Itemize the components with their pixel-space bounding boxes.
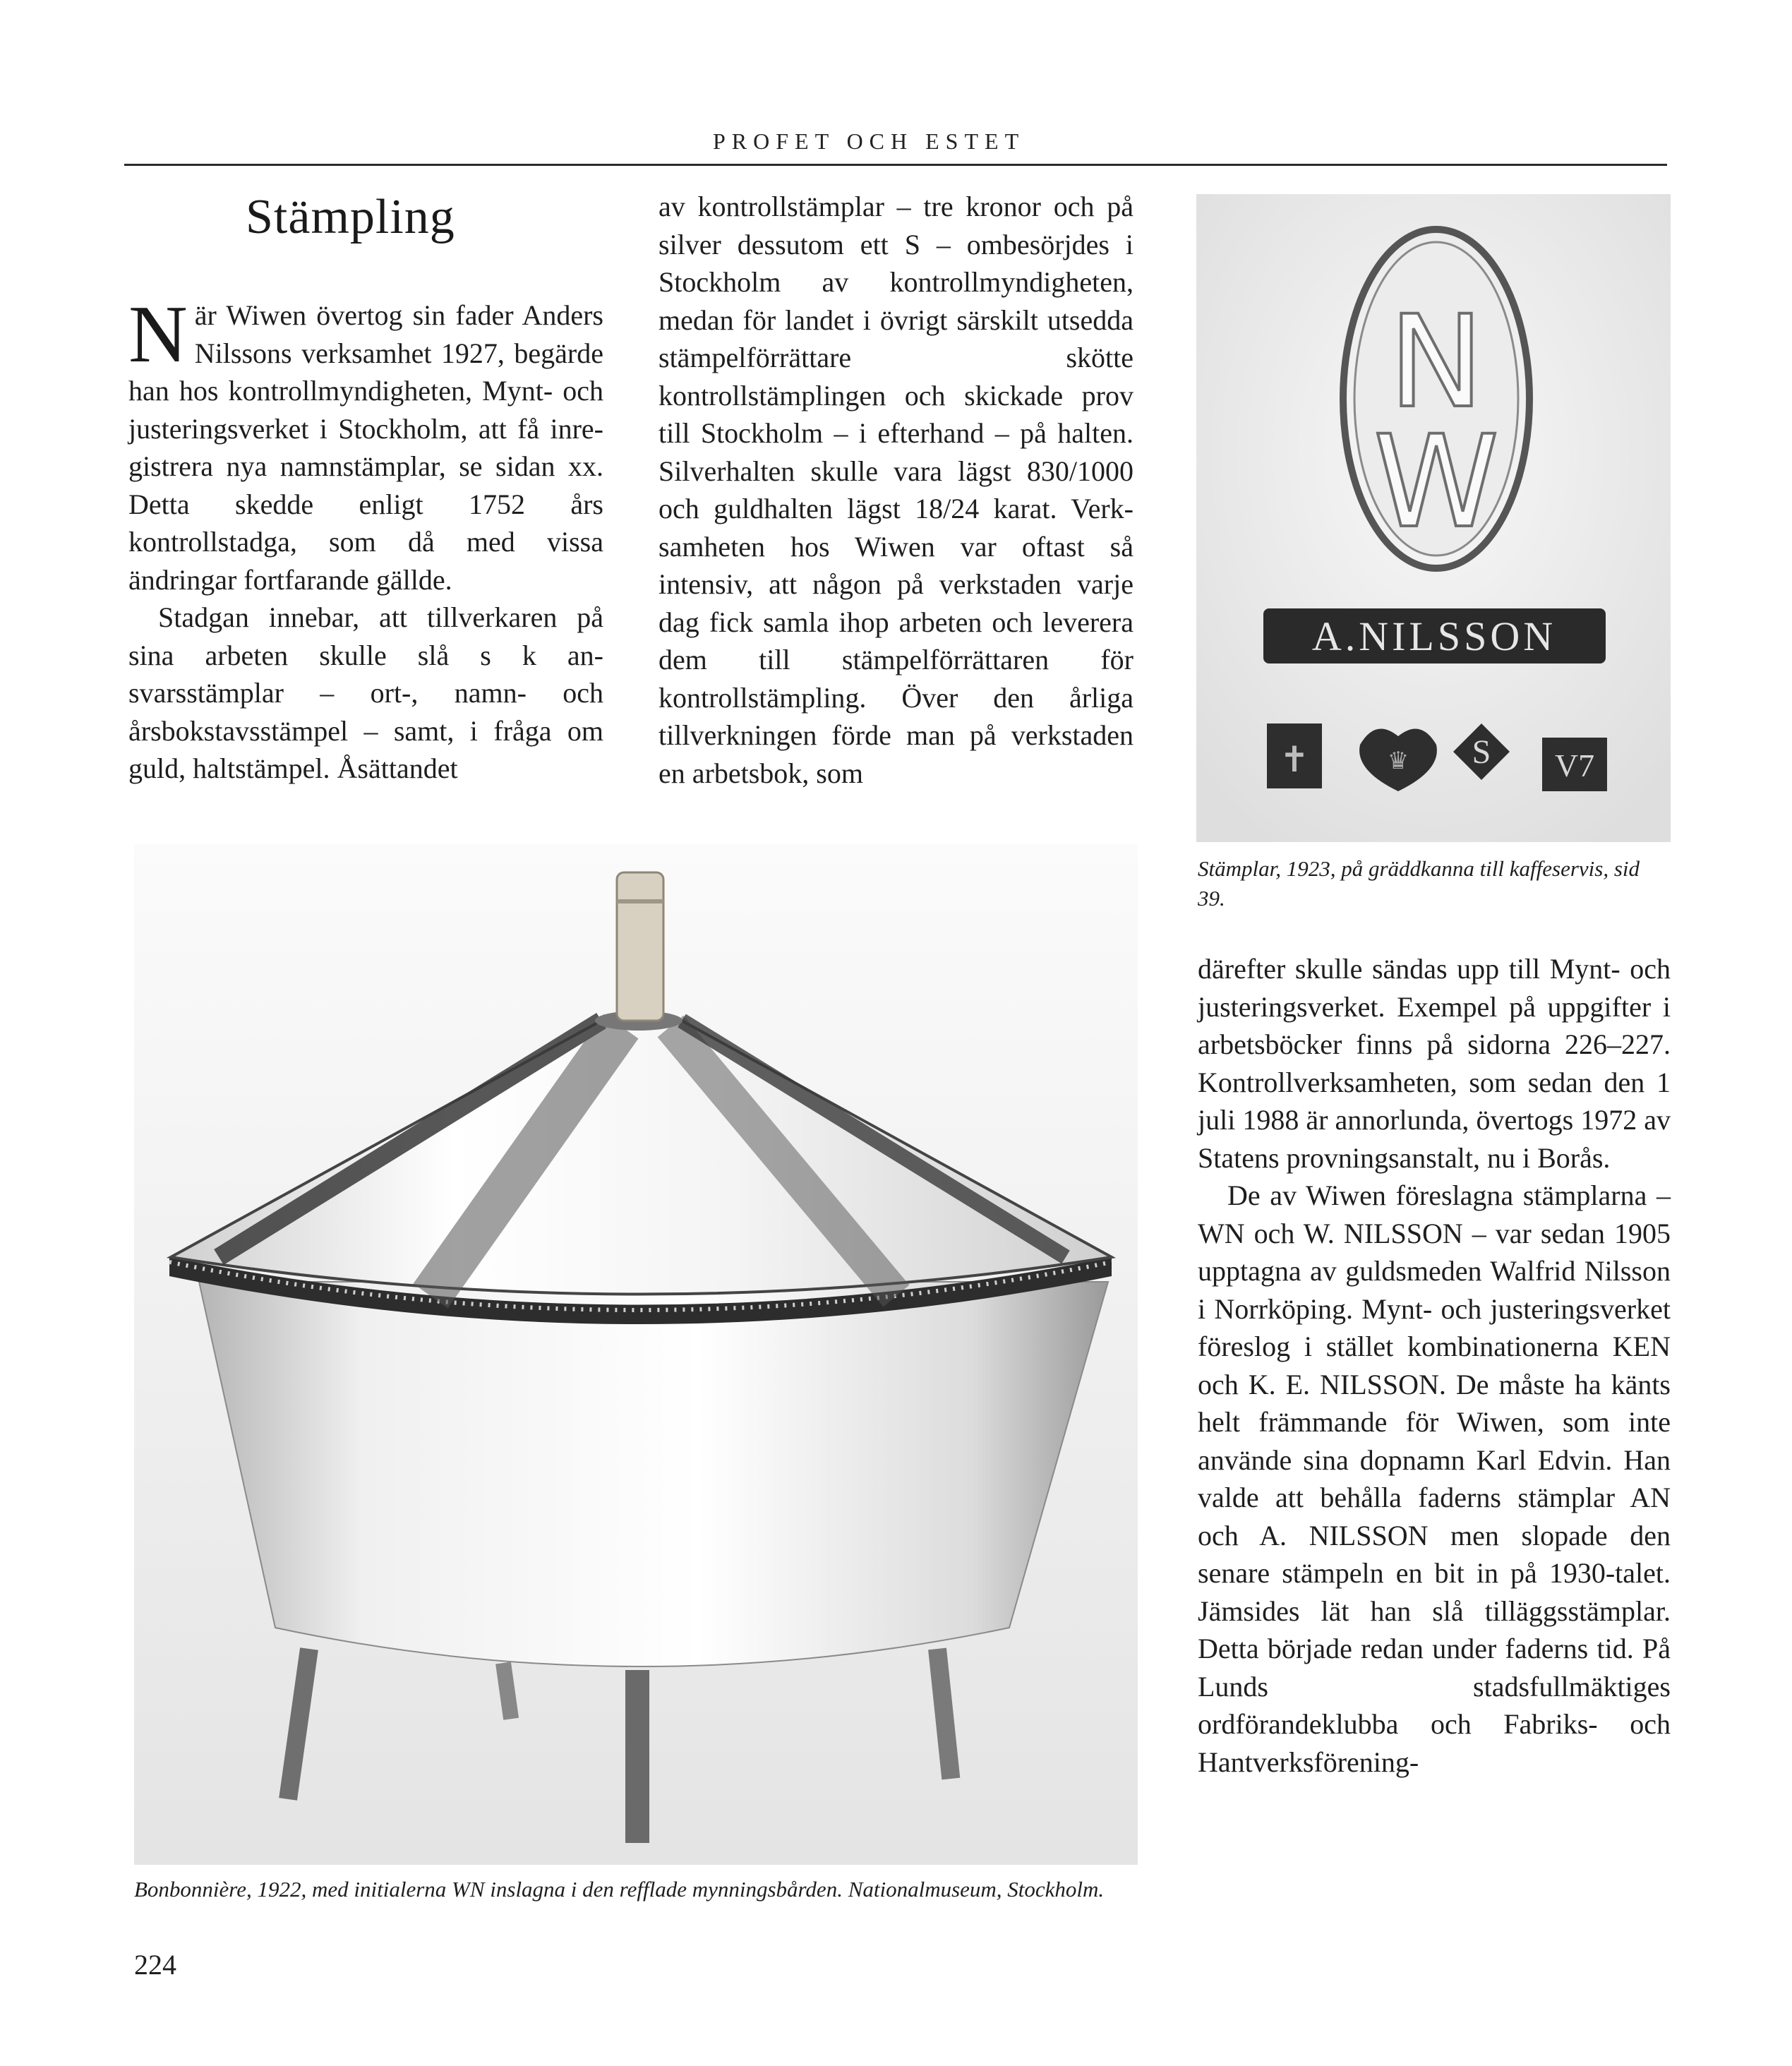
paragraph: Stadgan innebar, att tillverkaren på sina arbeten skulle slå s k ansvarsstämplar – ort-, namn- och årsbokstavsstämpel – samt, i fråga om guld, haltstämpel. Åsättandet [128,601,603,784]
running-head: PROFET OCH ESTET [713,128,1026,154]
svg-text:♛: ♛ [1387,747,1409,775]
bonbonniere-photo [134,844,1138,1865]
finial [617,872,663,1021]
bonbonniere-caption: Bonbonnière, 1922, med initialerna WN inslagna i den refflade mynningsbården. Nationalmuseum, Stockholm. [134,1877,1105,1902]
s-mark: S [1472,733,1491,771]
paragraph [128,289,603,599]
text-column-2 [659,188,1133,792]
text-column-1 [128,289,603,788]
oval-mark-w: W [1373,409,1499,556]
paragraph: därefter skulle sändas upp till Mynt- och justeringsverket. Exempel på uppgifter i arbetsböcker finns på sidorna 226–227. Kontrollverksamheten, som sedan den 1 juli 1988 är annorlunda, övertogs 1972 av Statens provningsanstalt, nu i Borås. [1198,953,1671,1174]
hallmarks-illustration [1196,194,1671,842]
hallmarks-photo [1196,194,1671,842]
bonbonniere-illustration [134,844,1138,1865]
page-number: 224 [134,1949,176,1981]
name-stamp-text: A.NILSSON [1311,613,1557,659]
section-heading: Stämpling [246,190,455,244]
drop-cap: N [128,289,188,380]
header-rule [124,164,1667,166]
svg-text:✝: ✝ [1280,739,1309,780]
text-column-3 [1198,950,1671,1781]
bowl-body [199,1282,1108,1666]
hallmarks-caption: Stämplar, 1923, på gräddkanna till kaffeservis, sid 39. [1198,856,1640,911]
leg [625,1670,649,1843]
paragraph: De av Wiwen föreslagna stämplarna – WN och W. NILSSON – var sedan 1905 upptagna av guldsmeden Walfrid Nilsson i Norrköping. Mynt- och justeringsverket föreslog i stället kombinationerna KEN och K. E. NILSSON. De måste ha känts helt främmande för Wiwen, som inte använde sina dopnamn Karl Edvin. Han valde att behålla faderns stämplar AN och A. NILSSON men slopade den senare stämpeln en bit in på 1930-talet. Jämsides lät han slå tilläggsstämplar. Detta började redan under faderns tid. På Lunds stadsfullmäktiges ordförandeklubba och Fabriks- och Hantverksförening- [1198,1179,1671,1778]
paragraph: av kontrollstämplar – tre kronor och på silver dessutom ett S – ombesörjdes i Stockholm av kontrollmyndigheten, medan för landet i övrigt särskilt utsedda stämpelförrättare skötte kontrollstämplingen och skickade prov till Stockholm – i efterhand – på halten. Silverhalten skulle vara lägst 830/1000 och guldhalten lägst 18/24 karat. Verksamheten hos Wiwen var oftast så intensiv, att någon på verkstaden varje dag fick samla ihop arbeten och leverera dem till stämpelförrättaren för kontrollstämpling. Över den årliga tillverkningen förde man på verkstaden en arbetsbok, som [659,191,1133,789]
paragraph-text: är Wiwen övertog sin fader Anders Nilssons verksamhet 1927, begärde han hos kontrollmyndigheten, Mynt- och justeringsverket i Stockholm, att få inregistrera nya namnstämplar, se sidan xx. Detta skedde enligt 1752 års kontrollstadga, som då med vissa ändringar fortfarande gällde. [128,299,603,596]
date-mark: V7 [1554,747,1595,783]
oval-mark-n: N [1388,289,1484,436]
